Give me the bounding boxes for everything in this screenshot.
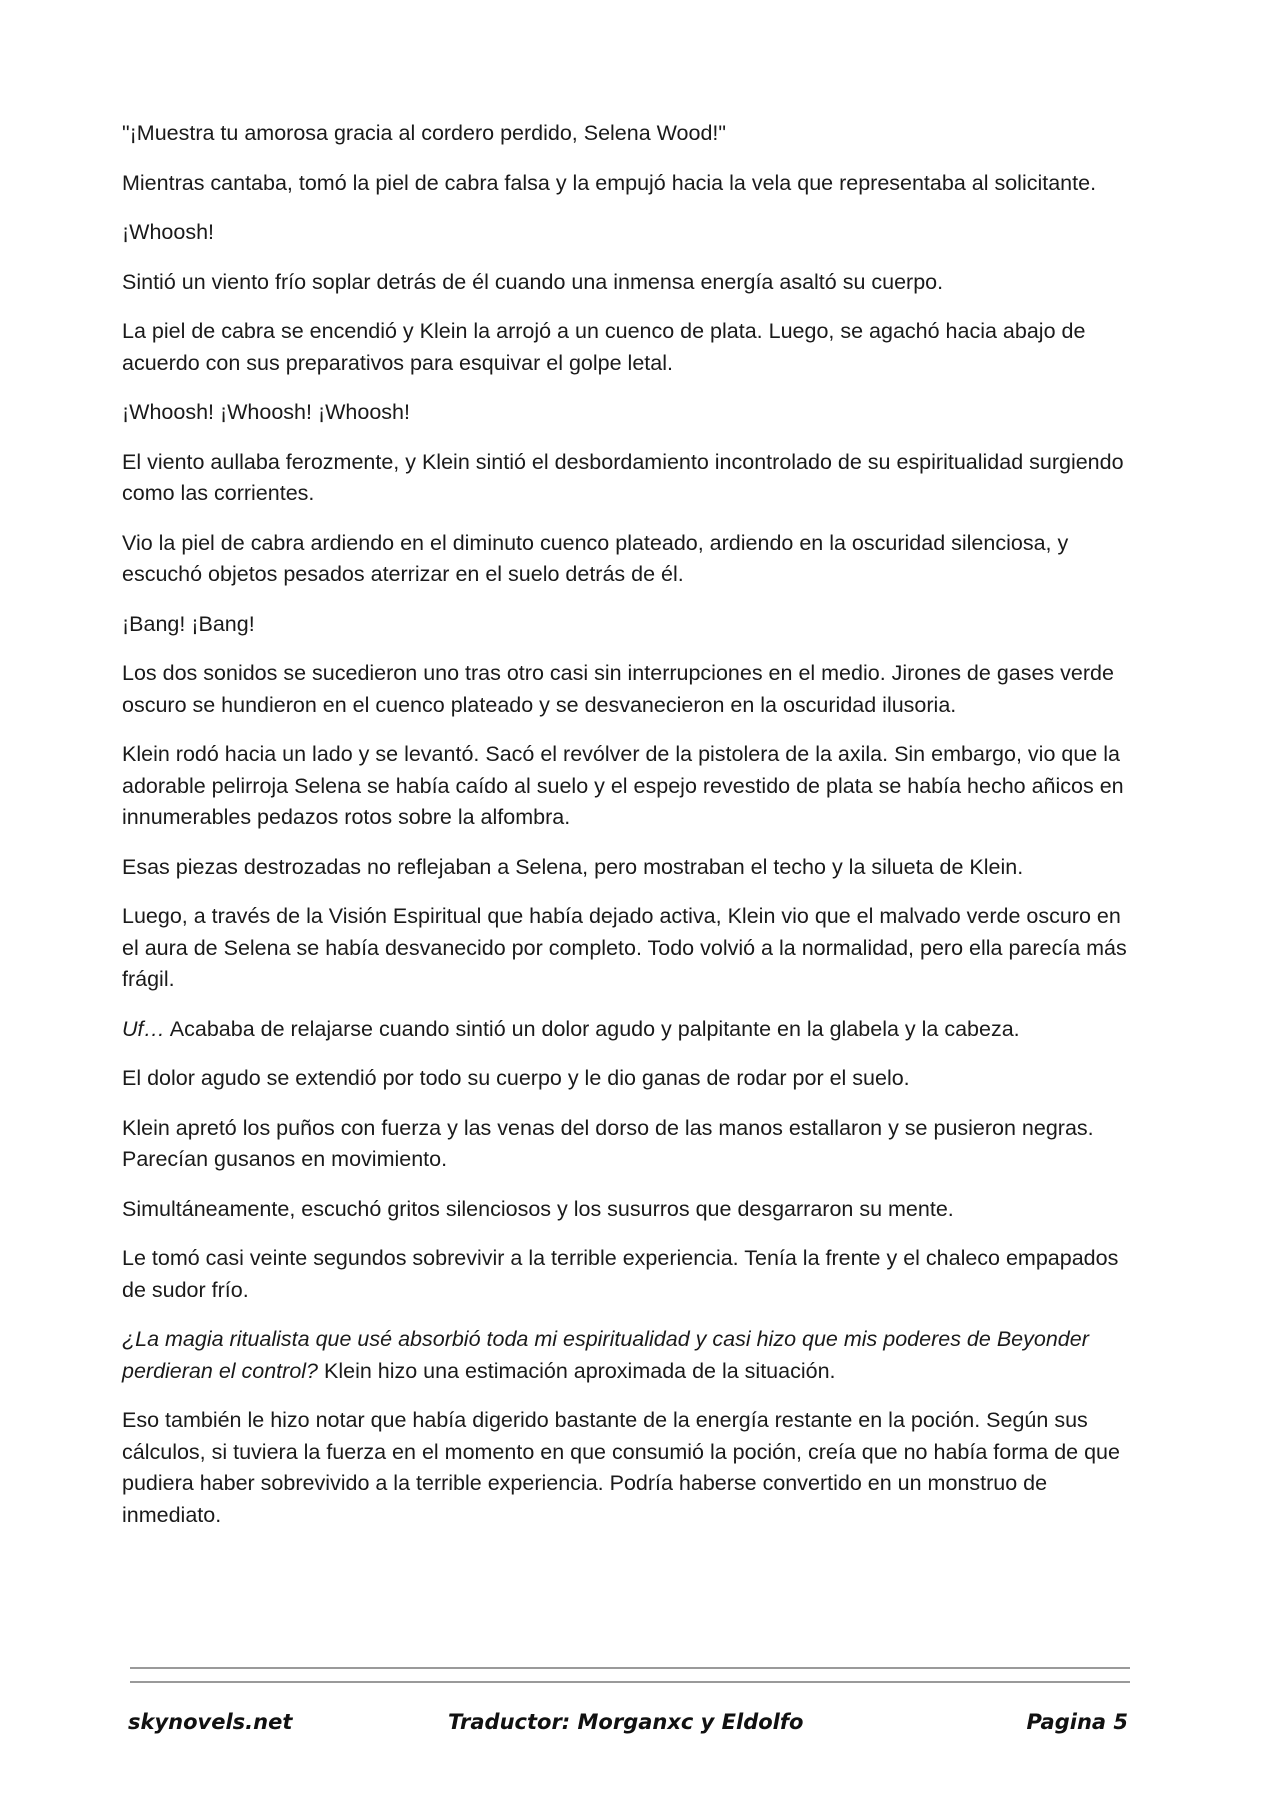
footer-translator: Traductor: Morganxc y Eldolfo: [448, 1710, 804, 1734]
paragraph-2: Mientras cantaba, tomó la piel de cabra falsa y la empujó hacia la vela que representaba al solicitante.: [122, 170, 1097, 195]
footer-divider: [130, 1667, 1130, 1683]
paragraph-1: "¡Muestra tu amorosa gracia al cordero perdido, Selena Wood!": [122, 121, 727, 145]
paragraph-4: Sintió un viento frío soplar detrás de él cuando una inmensa energía asaltó su cuerpo.: [122, 269, 944, 294]
paragraph-14: Uf… Acababa de relajarse cuando sintió un dolor agudo y palpitante en la glabela y la cabeza.: [122, 1016, 1020, 1041]
footer-page-number: Pagina 5: [1026, 1710, 1128, 1734]
paragraph-13: Luego, a través de la Visión Espiritual que había dejado activa, Klein vio que el malvado verde oscuro en el aura de Selena se había desvanecido por completo. Todo volvió a la normalidad, pero ella parecía más frágil.: [122, 904, 1127, 991]
divider-line-top: [130, 1667, 1130, 1669]
divider-line-bottom: [130, 1681, 1130, 1683]
footer-site: skynovels.net: [128, 1710, 293, 1734]
paragraph-16: Klein apretó los puños con fuerza y las venas del dorso de las manos estallaron y se pusieron negras. Parecían gusanos en movimiento.: [122, 1115, 1094, 1171]
paragraph-20: Eso también le hizo notar que había digerido bastante de la energía restante en la poción. Según sus cálculos, si tuviera la fuerza en el momento en que consumió la poción, creía que no había forma de que pudiera haber sobrevivido a la terrible experiencia. Podría haberse convertido en un monstruo de inmediato.: [122, 1408, 1120, 1527]
paragraph-10: Los dos sonidos se sucedieron uno tras otro casi sin interrupciones en el medio. Jirones de gases verde oscuro se hundieron en el cuenco plateado y se desvanecieron en la oscuridad ilusoria.: [122, 661, 1114, 717]
paragraph-19: ¿La magia ritualista que usé absorbió toda mi espiritualidad y casi hizo que mis poderes de Beyonder perdieran el control? Klein hizo una estimación aproximada de la situación.: [122, 1327, 1089, 1383]
paragraph-6: ¡Whoosh! ¡Whoosh! ¡Whoosh!: [122, 400, 410, 424]
paragraph-5: La piel de cabra se encendió y Klein la arrojó a un cuenco de plata. Luego, se agachó hacia abajo de acuerdo con sus preparativos para esquivar el golpe letal.: [122, 319, 1086, 375]
paragraph-9: ¡Bang! ¡Bang!: [122, 611, 255, 636]
italic-thought: Uf…: [122, 1016, 165, 1041]
paragraph-18: Le tomó casi veinte segundos sobrevivir a la terrible experiencia. Tenía la frente y el chaleco empapados de sudor frío.: [122, 1246, 1119, 1302]
page-footer: [128, 1710, 1128, 1746]
paragraph-17: Simultáneamente, escuchó gritos silenciosos y los susurros que desgarraron su mente.: [122, 1196, 954, 1221]
paragraph-11: Klein rodó hacia un lado y se levantó. Sacó el revólver de la pistolera de la axila. Sin embargo, vio que la adorable pelirroja Selena se había caído al suelo y el espejo revestido de plata se había hecho añicos en innumerables pedazos rotos sobre la alfombra.: [122, 742, 1124, 829]
paragraph-7: El viento aullaba ferozmente, y Klein sintió el desbordamiento incontrolado de su espiritualidad surgiendo como las corrientes.: [122, 449, 1124, 505]
italic-thought: ¿La magia ritualista que usé absorbió toda mi espiritualidad y casi hizo que mis poderes de Beyonder perdieran el control?: [122, 1327, 1089, 1383]
paragraph-8: Vio la piel de cabra ardiendo en el diminuto cuenco plateado, ardiendo en la oscuridad silenciosa, y escuchó objetos pesados aterrizar en el suelo detrás de él.: [122, 530, 1069, 586]
paragraph-3: ¡Whoosh!: [122, 220, 215, 244]
paragraph-15: El dolor agudo se extendió por todo su cuerpo y le dio ganas de rodar por el suelo.: [122, 1066, 910, 1090]
body-text: [122, 118, 1132, 1549]
paragraph-12: Esas piezas destrozadas no reflejaban a Selena, pero mostraban el techo y la silueta de Klein.: [122, 854, 1024, 879]
